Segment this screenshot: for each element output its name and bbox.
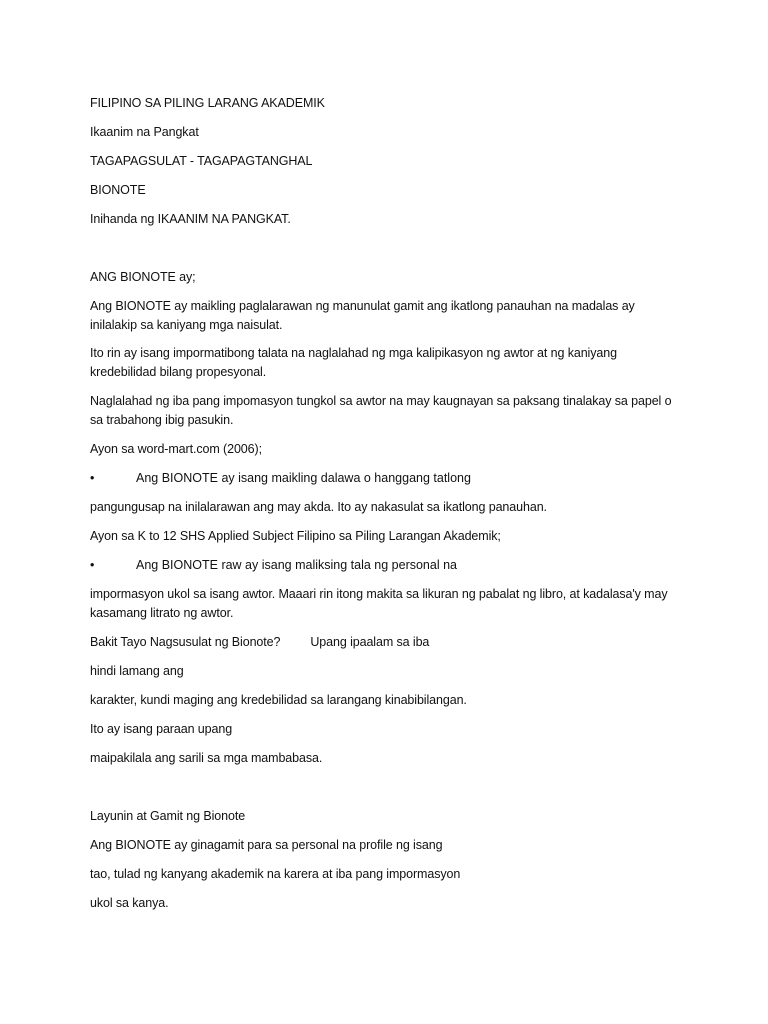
section2-line-2: tao, tulad ng kanyang akademik na karera at iba pang impormasyon xyxy=(90,867,461,881)
bullet-mark-1: • xyxy=(90,471,95,485)
heading-subject: FILIPINO SA PILING LARANG AKADEMIK xyxy=(90,96,325,110)
section2-title: Layunin at Gamit ng Bionote xyxy=(90,809,246,823)
section1-title: ANG BIONOTE ay; xyxy=(90,270,196,284)
bullet-mark-2: • xyxy=(90,558,95,572)
section1-para1: Ang BIONOTE ay maikling paglalarawan ng manunulat gamit ang ikatlong panauhan na madalas ay inilalakip sa kaniyang mga naisulat. xyxy=(90,299,635,332)
heading-group: Ikaanim na Pangkat xyxy=(90,125,199,139)
why-line-5: maipakilala ang sarili sa mga mambabasa. xyxy=(90,751,323,765)
why-line-2: hindi lamang ang xyxy=(90,664,184,678)
bullet-item-2: Ang BIONOTE raw ay isang maliksing tala ng personal na xyxy=(136,558,457,572)
bullet-item-1-continuation: pangungusap na inilalarawan ang may akda. Ito ay nakasulat sa ikatlong panauhan. xyxy=(90,500,547,514)
section2-line-1: Ang BIONOTE ay ginagamit para sa personal na profile ng isang xyxy=(90,838,443,852)
why-question: Bakit Tayo Nagsusulat ng Bionote? xyxy=(90,635,281,649)
heading-topic: BIONOTE xyxy=(90,183,146,197)
why-line-3: karakter, kundi maging ang kredebilidad sa larangang kinabibilangan. xyxy=(90,693,467,707)
section2-line-3: ukol sa kanya. xyxy=(90,896,169,910)
section1-para3: Naglalahad ng iba pang impomasyon tungkol sa awtor na may kaugnayan sa paksang tinalakay sa papel o sa trabahong ibig pasukin. xyxy=(90,394,672,427)
section1-para2: Ito rin ay isang impormatibong talata na naglalahad ng mga kalipikasyon ng awtor at ng kaniyang kredebilidad bilang propesyonal. xyxy=(90,346,617,379)
source-k12: Ayon sa K to 12 SHS Applied Subject Filipino sa Piling Larangan Akademik; xyxy=(90,529,501,543)
bullet-item-1: Ang BIONOTE ay isang maikling dalawa o hanggang tatlong xyxy=(136,471,471,485)
bullet-item-2-continuation: impormasyon ukol sa isang awtor. Maaari rin itong makita sa likuran ng pabalat ng libro, at kadalasa'y may kasamang litrato ng awtor. xyxy=(90,587,668,620)
why-write-line xyxy=(90,633,678,652)
source-word-mart: Ayon sa word-mart.com (2006); xyxy=(90,442,262,456)
heading-prepared-by: Inihanda ng IKAANIM NA PANGKAT. xyxy=(90,212,291,226)
why-answer-start: Upang ipaalam sa iba xyxy=(310,635,430,649)
heading-roles: TAGAPAGSULAT - TAGAPAGTANGHAL xyxy=(90,154,313,168)
why-line-4: Ito ay isang paraan upang xyxy=(90,722,233,736)
